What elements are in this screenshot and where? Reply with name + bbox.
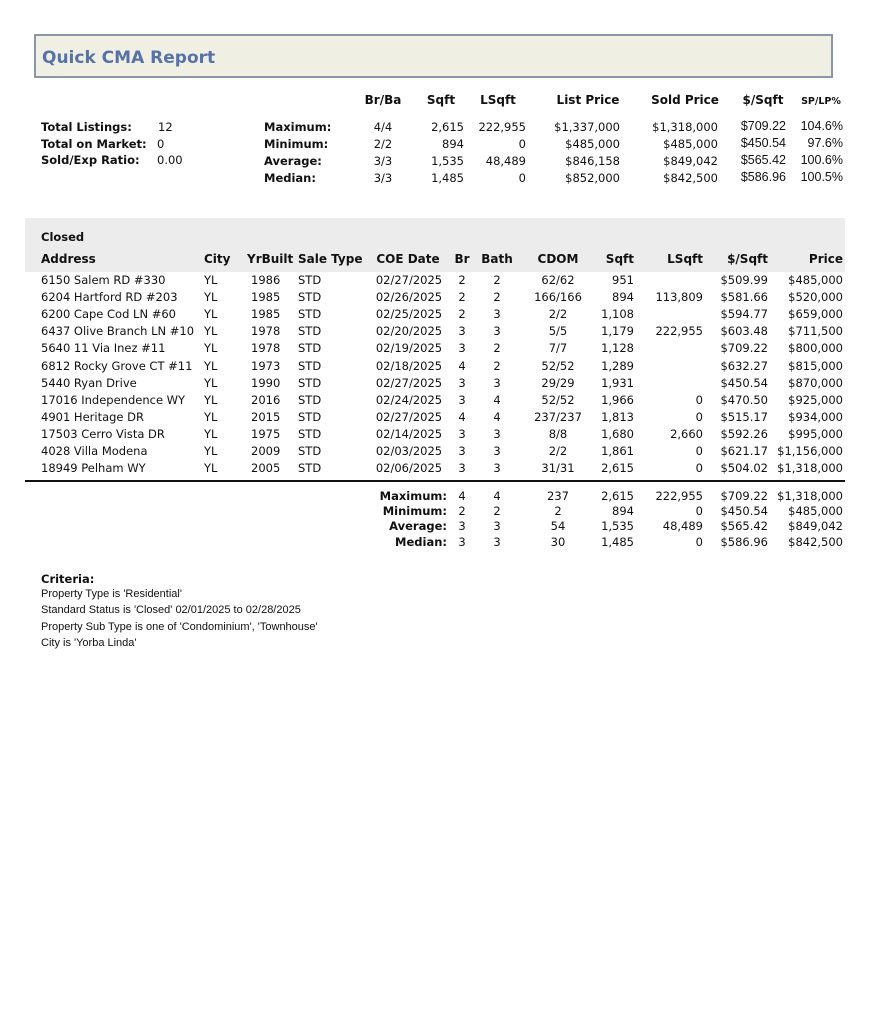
table-cell: $934,000 xyxy=(788,409,843,424)
summary-lsqft-value: 0 xyxy=(518,137,526,151)
table-cell: 2 xyxy=(493,273,501,287)
table-cell: YL xyxy=(204,307,218,322)
summary-left-value: 0.00 xyxy=(157,153,183,167)
stats-row-label: Average: xyxy=(389,519,447,534)
table-cell: 2/2 xyxy=(548,444,568,458)
table-cell: STD xyxy=(298,324,322,339)
address-cell: 5640 11 Via Inez #11 xyxy=(41,341,166,356)
table-cell: $450.54 xyxy=(720,375,768,390)
table-cell: STD xyxy=(298,341,322,356)
table-cell: $870,000 xyxy=(788,375,843,390)
table-cell: 3 xyxy=(493,307,501,322)
table-cell: 02/14/2025 xyxy=(375,426,443,441)
table-cell: 52/52 xyxy=(541,358,575,373)
table-cell: STD xyxy=(298,375,322,390)
table-cell: $504.02 xyxy=(720,461,768,476)
table-cell: $1,156,000 xyxy=(777,444,843,458)
summary-left-label: Total on Market: xyxy=(41,136,147,151)
table-cell: 8/8 xyxy=(548,426,568,441)
table-cell: 29/29 xyxy=(541,375,575,390)
summary-psf-value: $586.96 xyxy=(740,170,786,184)
table-cell: $995,000 xyxy=(788,426,843,441)
table-cell: $470.50 xyxy=(720,392,768,407)
summary-splp-value: 100.6% xyxy=(800,153,843,167)
summary-sold-value: $1,318,000 xyxy=(652,120,718,134)
criteria-line: City is 'Yorba Linda' xyxy=(41,636,137,649)
table-cell: $1,318,000 xyxy=(777,461,843,476)
closed-column-header: Address xyxy=(41,252,96,266)
stats-sqft-value: 2,615 xyxy=(601,489,634,503)
criteria-line: Standard Status is 'Closed' 02/01/2025 to 02/28/2025 xyxy=(41,604,301,617)
table-cell: STD xyxy=(298,392,322,407)
stats-lsqft-value: 48,489 xyxy=(662,519,703,534)
stats-cdom-value: 2 xyxy=(554,504,562,519)
address-cell: 6200 Cape Cod LN #60 xyxy=(41,307,176,322)
table-cell: STD xyxy=(298,307,322,322)
address-cell: 18949 Pelham WY xyxy=(41,461,146,476)
table-cell: 0 xyxy=(695,409,703,424)
table-cell: 7/7 xyxy=(548,341,568,356)
table-cell: 1,680 xyxy=(601,426,634,441)
table-cell: 02/18/2025 xyxy=(375,358,443,373)
table-cell: 2,615 xyxy=(601,461,634,476)
table-cell: 3 xyxy=(458,392,466,407)
criteria-line: Property Sub Type is one of 'Condominium', 'Townhouse' xyxy=(41,620,318,633)
table-cell: 02/06/2025 xyxy=(375,461,443,476)
summary-list-value: $846,158 xyxy=(565,154,620,168)
table-cell: $509.99 xyxy=(720,273,768,287)
table-cell: $709.22 xyxy=(720,341,768,356)
table-cell: 4 xyxy=(458,358,466,373)
table-cell: YL xyxy=(204,392,218,407)
table-cell: YL xyxy=(204,461,218,476)
address-cell: 5440 Ryan Drive xyxy=(41,375,137,390)
table-cell: YL xyxy=(204,358,218,373)
table-cell: STD xyxy=(298,426,322,441)
summary-sold-value: $485,000 xyxy=(663,137,718,151)
table-cell: YL xyxy=(204,341,218,356)
table-cell: 2 xyxy=(458,307,466,322)
summary-splp-value: 100.5% xyxy=(800,170,843,184)
stats-cdom-value: 30 xyxy=(550,534,566,549)
table-cell: 2 xyxy=(458,273,466,287)
summary-sqft-value: 1,535 xyxy=(431,154,464,168)
table-cell: 113,809 xyxy=(655,290,703,305)
table-cell: STD xyxy=(298,290,322,305)
report-title-box xyxy=(34,34,833,78)
closed-column-header: Br xyxy=(454,252,470,266)
summary-brba-value: 3/3 xyxy=(373,154,393,168)
table-cell: STD xyxy=(298,444,322,458)
stats-row-label: Maximum: xyxy=(379,489,447,503)
table-cell: STD xyxy=(298,409,322,424)
summary-header: SP/LP% xyxy=(801,96,841,107)
table-cell: 31/31 xyxy=(541,461,575,476)
table-cell: 2 xyxy=(493,290,501,305)
summary-sqft-value: 894 xyxy=(442,137,464,151)
stats-price-value: $842,500 xyxy=(788,534,843,549)
table-cell: 2/2 xyxy=(548,307,568,322)
table-cell: YL xyxy=(204,324,218,339)
stats-bath-value: 2 xyxy=(493,504,501,519)
summary-header: Br/Ba xyxy=(364,93,402,107)
table-cell: 3 xyxy=(458,341,466,356)
address-cell: 17503 Cerro Vista DR xyxy=(41,426,165,441)
stats-sqft-value: 1,485 xyxy=(601,534,634,549)
summary-list-value: $852,000 xyxy=(565,171,620,185)
stats-lsqft-value: 0 xyxy=(695,504,703,519)
stats-bath-value: 3 xyxy=(493,534,501,549)
stats-psf-value: $450.54 xyxy=(720,504,768,519)
summary-row-label: Median: xyxy=(264,171,316,185)
table-cell: $520,000 xyxy=(788,290,843,305)
table-cell: 02/26/2025 xyxy=(375,290,443,305)
table-cell: YL xyxy=(204,290,218,305)
stats-psf-value: $565.42 xyxy=(720,519,768,534)
table-cell: $711,500 xyxy=(788,324,843,339)
table-cell: 2 xyxy=(458,290,466,305)
table-cell: 3 xyxy=(458,461,466,476)
summary-left-label: Total Listings: xyxy=(41,120,132,134)
stats-bath-value: 3 xyxy=(493,519,501,534)
stats-lsqft-value: 222,955 xyxy=(655,489,703,503)
table-cell: STD xyxy=(298,461,322,476)
closed-column-header: $/Sqft xyxy=(727,252,768,266)
table-cell: 2005 xyxy=(251,461,281,476)
summary-brba-value: 2/2 xyxy=(373,137,393,151)
summary-sqft-value: 2,615 xyxy=(431,120,464,134)
closed-column-header: Bath xyxy=(481,252,513,266)
table-cell: 02/24/2025 xyxy=(375,392,443,407)
table-cell: 1990 xyxy=(251,375,281,390)
stats-sqft-value: 1,535 xyxy=(601,519,634,534)
stats-cdom-value: 237 xyxy=(547,489,569,503)
table-cell: $632.27 xyxy=(720,358,768,373)
table-cell: $659,000 xyxy=(788,307,843,322)
table-cell: 0 xyxy=(695,461,703,476)
table-cell: YL xyxy=(204,273,218,287)
table-cell: $603.48 xyxy=(720,324,768,339)
table-cell: 3 xyxy=(458,444,466,458)
table-cell: 1,289 xyxy=(601,358,634,373)
table-cell: 1985 xyxy=(251,307,281,322)
summary-row-label: Maximum: xyxy=(264,120,332,134)
closed-column-header: COE Date xyxy=(376,252,440,266)
table-cell: $594.77 xyxy=(720,307,768,322)
summary-lsqft-value: 222,955 xyxy=(478,120,526,134)
address-cell: 6150 Salem RD #330 xyxy=(41,273,166,287)
table-cell: 1986 xyxy=(251,273,281,287)
table-cell: 2,660 xyxy=(670,426,703,441)
table-cell: $592.26 xyxy=(720,426,768,441)
table-cell: 1,931 xyxy=(601,375,634,390)
summary-brba-value: 4/4 xyxy=(373,120,393,134)
stats-lsqft-value: 0 xyxy=(695,534,703,549)
summary-lsqft-value: 48,489 xyxy=(485,154,526,168)
table-cell: 1,108 xyxy=(601,307,634,322)
table-cell: 1975 xyxy=(251,426,281,441)
summary-row-label: Average: xyxy=(264,154,322,168)
table-cell: 62/62 xyxy=(541,273,575,287)
table-cell: 2 xyxy=(493,358,501,373)
stats-row-label: Minimum: xyxy=(382,504,447,519)
summary-brba-value: 3/3 xyxy=(373,171,393,185)
address-cell: 4028 Villa Modena xyxy=(41,444,148,458)
table-cell: $815,000 xyxy=(788,358,843,373)
table-cell: STD xyxy=(298,273,322,287)
table-cell: 0 xyxy=(695,392,703,407)
table-cell: 5/5 xyxy=(548,324,568,339)
table-cell: STD xyxy=(298,358,322,373)
table-cell: YL xyxy=(204,409,218,424)
stats-bath-value: 4 xyxy=(493,489,501,503)
table-cell: 02/27/2025 xyxy=(375,375,443,390)
stats-price-value: $849,042 xyxy=(788,519,843,534)
summary-sold-value: $849,042 xyxy=(663,154,718,168)
table-cell: 3 xyxy=(458,324,466,339)
summary-left-value: 0 xyxy=(157,136,165,151)
summary-header: Sold Price xyxy=(651,93,719,107)
table-cell: 1978 xyxy=(251,324,281,339)
table-cell: $621.17 xyxy=(720,444,768,458)
closed-section-label: Closed xyxy=(41,230,85,244)
closed-column-header: Price xyxy=(808,252,843,266)
table-cell: YL xyxy=(204,426,218,441)
closed-column-header: Sqft xyxy=(605,252,634,266)
stats-row-label: Median: xyxy=(395,534,447,549)
stats-br-value: 4 xyxy=(458,489,466,503)
table-cell: 02/03/2025 xyxy=(375,444,443,458)
table-cell: 3 xyxy=(493,375,501,390)
summary-psf-value: $565.42 xyxy=(740,153,786,167)
address-cell: 4901 Heritage DR xyxy=(41,409,145,424)
table-cell: 894 xyxy=(612,290,634,305)
table-cell: 3 xyxy=(458,426,466,441)
table-cell: 1978 xyxy=(251,341,281,356)
summary-left-label: Sold/Exp Ratio: xyxy=(41,153,140,167)
stats-br-value: 3 xyxy=(458,534,466,549)
table-cell: 1,128 xyxy=(601,341,634,356)
table-cell: $581.66 xyxy=(720,290,768,305)
table-cell: 3 xyxy=(493,444,501,458)
table-cell: 52/52 xyxy=(541,392,575,407)
table-cell: 1,179 xyxy=(601,324,634,339)
closed-column-header: City xyxy=(204,252,231,266)
summary-sold-value: $842,500 xyxy=(663,171,718,185)
table-cell: 02/25/2025 xyxy=(375,307,443,322)
closed-column-header: YrBuilt xyxy=(247,252,294,266)
table-cell: 951 xyxy=(612,273,634,287)
summary-sqft-value: 1,485 xyxy=(431,171,464,185)
table-cell: 237/237 xyxy=(534,409,582,424)
table-cell: 4 xyxy=(493,409,501,424)
summary-header: Sqft xyxy=(426,93,456,107)
report-title: Quick CMA Report xyxy=(42,48,216,68)
table-cell: 0 xyxy=(695,444,703,458)
table-cell: 02/20/2025 xyxy=(375,324,443,339)
summary-psf-value: $709.22 xyxy=(740,119,786,133)
stats-price-value: $485,000 xyxy=(788,504,843,519)
table-cell: 2015 xyxy=(251,409,281,424)
closed-column-header: CDOM xyxy=(537,252,579,266)
stats-br-value: 2 xyxy=(458,504,466,519)
table-cell: YL xyxy=(204,375,218,390)
table-cell: 2016 xyxy=(251,392,281,407)
summary-list-value: $1,337,000 xyxy=(554,120,620,134)
table-cell: 3 xyxy=(493,324,501,339)
address-cell: 17016 Independence WY xyxy=(41,392,186,407)
table-cell: $485,000 xyxy=(788,273,843,287)
table-cell: 222,955 xyxy=(655,324,703,339)
closed-column-header: Sale Type xyxy=(298,252,363,266)
summary-left-value: 12 xyxy=(158,120,173,134)
summary-row-label: Minimum: xyxy=(264,137,329,151)
closed-column-header: LSqft xyxy=(667,252,703,266)
table-bottom-rule xyxy=(25,480,845,482)
criteria-line: Property Type is 'Residential' xyxy=(41,588,182,600)
table-cell: 2 xyxy=(493,341,501,356)
table-cell: 1,861 xyxy=(601,444,634,458)
address-cell: 6437 Olive Branch LN #10 xyxy=(41,324,195,339)
table-cell: 2009 xyxy=(251,444,281,458)
table-cell: $800,000 xyxy=(788,341,843,356)
stats-price-value: $1,318,000 xyxy=(777,489,843,503)
table-cell: 1,966 xyxy=(601,392,634,407)
summary-list-value: $485,000 xyxy=(565,137,620,151)
stats-sqft-value: 894 xyxy=(612,504,634,519)
summary-header: LSqft xyxy=(480,93,516,107)
criteria-heading: Criteria: xyxy=(41,572,95,586)
table-cell: 1985 xyxy=(251,290,281,305)
summary-lsqft-value: 0 xyxy=(518,171,526,185)
summary-splp-value: 97.6% xyxy=(807,136,843,150)
table-cell: 4 xyxy=(458,409,466,424)
table-cell: 4 xyxy=(493,392,501,407)
table-cell: $515.17 xyxy=(720,409,768,424)
summary-header: List Price xyxy=(556,93,620,107)
stats-br-value: 3 xyxy=(458,519,466,534)
address-cell: 6812 Rocky Grove CT #11 xyxy=(41,358,193,373)
address-cell: 6204 Hartford RD #203 xyxy=(41,290,178,305)
summary-psf-value: $450.54 xyxy=(740,136,786,150)
table-cell: YL xyxy=(204,444,218,458)
summary-splp-value: 104.6% xyxy=(800,119,843,133)
table-cell: $925,000 xyxy=(788,392,843,407)
table-cell: 3 xyxy=(458,375,466,390)
table-cell: 1973 xyxy=(251,358,281,373)
table-cell: 3 xyxy=(493,426,501,441)
table-cell: 02/19/2025 xyxy=(375,341,443,356)
summary-header: $/Sqft xyxy=(742,93,784,107)
stats-cdom-value: 54 xyxy=(550,519,566,534)
table-cell: 02/27/2025 xyxy=(375,409,443,424)
table-cell: 1,813 xyxy=(601,409,634,424)
table-cell: 3 xyxy=(493,461,501,476)
table-cell: 166/166 xyxy=(534,290,582,305)
stats-psf-value: $709.22 xyxy=(720,489,768,503)
table-cell: 02/27/2025 xyxy=(375,273,443,287)
stats-psf-value: $586.96 xyxy=(720,534,768,549)
